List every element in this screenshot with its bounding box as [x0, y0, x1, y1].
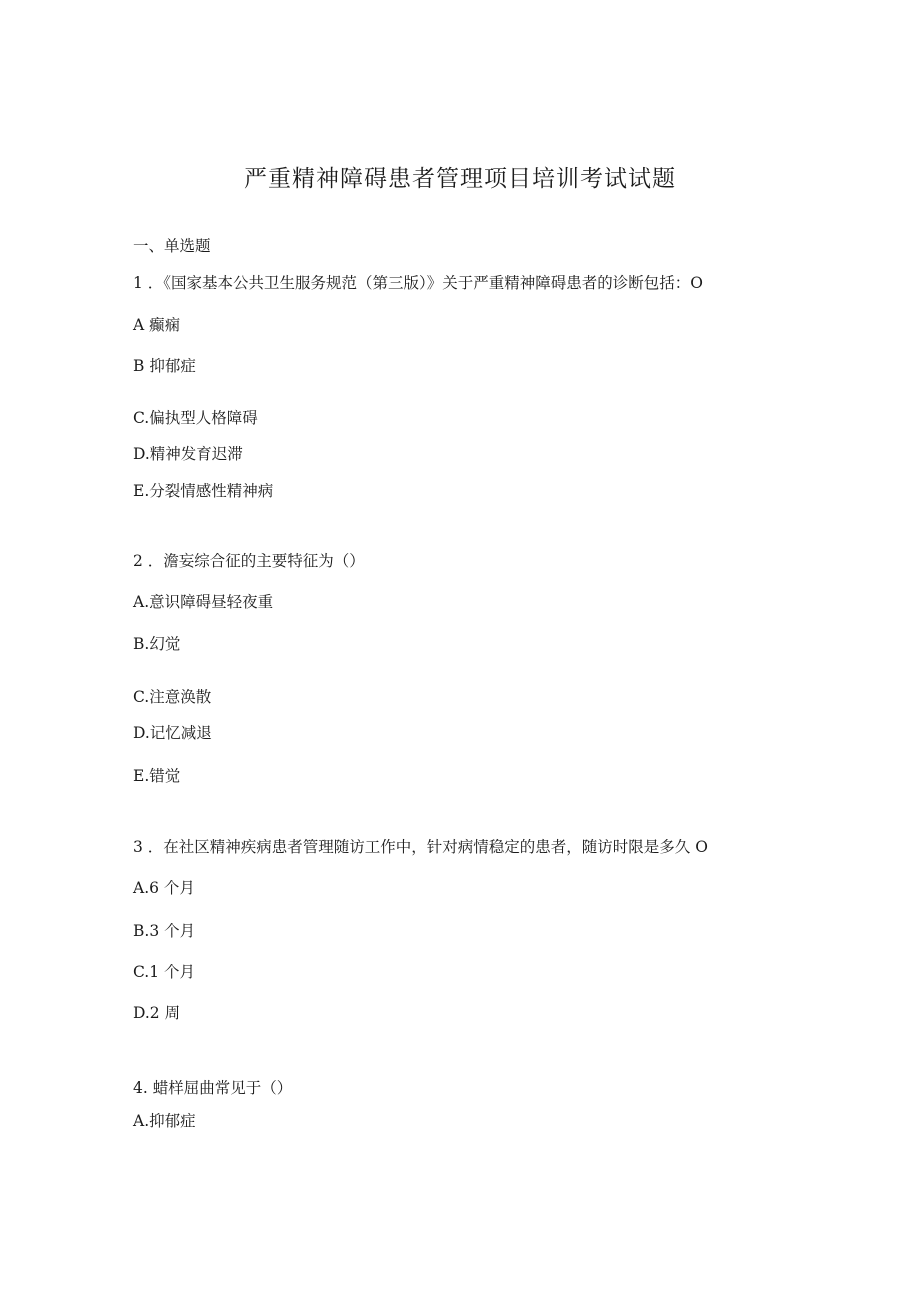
option-c: C.注意涣散 [133, 688, 212, 706]
option-a: A.意识障碍昼轻夜重 [133, 593, 274, 611]
option-d: D.记忆减退 [133, 724, 212, 742]
question-stem: 2 ．澹妄综合征的主要特征为（） [133, 552, 365, 570]
option-b: B 抑郁症 [133, 357, 196, 375]
option-c: C.1 个月 [133, 963, 196, 981]
question-stem: 1 ．《国家基本公共卫生服务规范（第三版）》关于严重精神障碍患者的诊断包括：O [133, 274, 703, 292]
option-b: B.3 个月 [133, 922, 196, 940]
option-d: D.精神发育迟滞 [133, 445, 243, 463]
option-e: E.错觉 [133, 767, 181, 785]
option-b: B.幻觉 [133, 635, 181, 653]
question-stem: 4. 蜡样屈曲常见于（） [133, 1079, 293, 1097]
document-title: 严重精神障碍患者管理项目培训考试试题 [244, 166, 676, 192]
option-a: A.6 个月 [133, 879, 195, 897]
option-a: A 癫痫 [133, 316, 181, 334]
section-heading: 一、单选题 [133, 237, 211, 255]
option-c: C.偏执型人格障碍 [133, 409, 258, 427]
option-d: D.2 周 [133, 1004, 181, 1022]
option-e: E.分裂情感性精神病 [133, 482, 274, 500]
option-a: A.抑郁症 [133, 1112, 196, 1130]
question-stem: 3 ．在社区精神疾病患者管理随访工作中，针对病情稳定的患者，随访时限是多久 O [133, 838, 708, 856]
